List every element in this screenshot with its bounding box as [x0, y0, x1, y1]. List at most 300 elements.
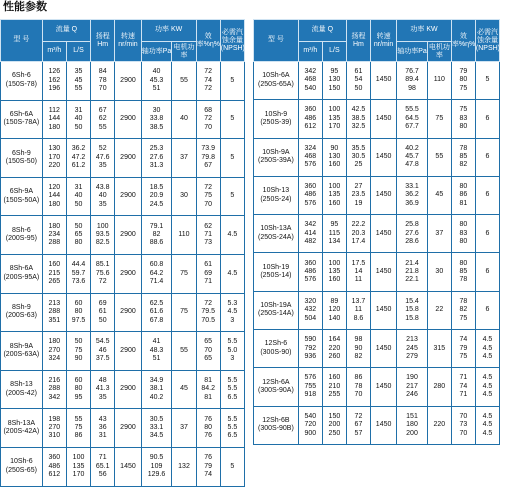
motor-power-cell-value: 40	[180, 115, 188, 123]
flow-ls-cell-value: 35	[74, 68, 83, 76]
flow-ls-cell-value: 260	[328, 352, 341, 360]
table-row	[254, 138, 500, 176]
shaft-power-cell-value: 38.5	[149, 123, 164, 131]
flow-ls-cell	[322, 330, 346, 368]
npsh-cell-value: 6.5	[227, 393, 238, 401]
shaft-power-cell-value: 33.1	[405, 182, 419, 190]
efficiency-cell	[196, 293, 220, 332]
flow-m3h-cell-value: 112	[48, 106, 60, 114]
head-cell-value: 43.8	[95, 183, 110, 191]
npsh-cell	[220, 216, 244, 255]
npsh-cell-value: 4.5	[482, 382, 493, 390]
model-cell-value: (250S-14A)	[258, 310, 294, 318]
flow-m3h-cell	[298, 291, 322, 329]
model-cell	[254, 291, 299, 329]
head-cell-value: 19	[354, 199, 363, 207]
head-cell-value: 52	[98, 145, 107, 153]
speed-cell-value: 1450	[375, 76, 392, 84]
efficiency-cell-value: 84.2	[201, 385, 215, 393]
npsh-cell-value: 6	[485, 153, 490, 161]
efficiency-cell	[451, 291, 475, 329]
model-cell-value: (250S-65)	[5, 466, 37, 474]
table-body-left	[1, 62, 245, 487]
flow-m3h-cell-value: 576	[304, 276, 317, 284]
npsh-cell	[475, 291, 499, 329]
flow-ls-cell-value: 60	[74, 376, 83, 384]
efficiency-cell-value: 74	[204, 470, 213, 478]
npsh-cell-value: 5.0	[227, 346, 238, 354]
npsh-cell-value: 4.5	[482, 429, 493, 437]
head-cell-value: 42.5	[351, 106, 366, 114]
npsh-cell-value: 4.5	[227, 308, 238, 316]
flow-m3h-cell-value: 414	[304, 229, 317, 237]
motor-power-cell-value: 45	[435, 191, 444, 199]
head-cell-value: 13.7	[351, 297, 366, 305]
shaft-power-cell-value: 67.8	[149, 316, 164, 324]
head-cell-value: 32.5	[351, 123, 366, 131]
model-cell-value: (250S-65A)	[258, 80, 294, 88]
flow-m3h-cell-value: 220	[48, 162, 61, 170]
model-cell-value: (250S-39)	[260, 118, 292, 126]
table-row	[254, 176, 500, 214]
efficiency-cell-value: 86	[459, 191, 468, 199]
npsh-cell	[220, 139, 244, 178]
shaft-power-cell-value: 51	[152, 355, 161, 363]
efficiency-cell-value: 83	[459, 114, 468, 122]
motor-power-cell	[172, 177, 196, 216]
motor-power-cell	[427, 330, 451, 368]
model-cell-value: 6Sh-9	[12, 149, 31, 157]
npsh-cell-value: 5.5	[227, 415, 238, 423]
speed-cell	[370, 62, 396, 100]
header-efficiency: 效率%η%	[451, 20, 475, 62]
table-row	[1, 254, 245, 293]
npsh-cell	[475, 406, 499, 444]
shaft-power-cell-value: 31.3	[149, 162, 164, 170]
head-cell-value: 17.4	[351, 238, 366, 246]
flow-m3h-cell	[298, 138, 322, 176]
speed-cell-value: 2900	[120, 423, 136, 431]
flow-m3h-cell-value: 288	[48, 239, 61, 247]
efficiency-cell-value: 71	[204, 230, 213, 238]
motor-power-cell	[427, 368, 451, 406]
head-cell	[91, 216, 115, 255]
head-cell-value: 35	[98, 200, 107, 208]
efficiency-cell-value: 72	[204, 68, 213, 76]
efficiency-cell	[451, 62, 475, 100]
npsh-cell	[220, 293, 244, 332]
speed-cell-value: 1450	[375, 114, 392, 122]
model-cell	[254, 215, 299, 253]
head-cell	[91, 62, 115, 101]
flow-ls-cell-value: 134	[328, 238, 341, 246]
motor-power-cell-value: 55	[180, 76, 188, 84]
head-cell-value: 82	[354, 352, 363, 360]
head-cell-value: 98	[354, 336, 363, 344]
flow-ls-cell-value: 135	[328, 114, 341, 122]
shaft-power-cell	[397, 100, 428, 138]
flow-ls-cell-value: 160	[328, 161, 341, 169]
speed-cell-value: 2900	[120, 346, 136, 354]
table-row	[1, 139, 245, 178]
motor-power-cell	[172, 447, 196, 486]
head-cell-value: 50	[98, 316, 107, 324]
model-cell-value: 10Sh-6A	[262, 72, 290, 80]
table-row	[254, 215, 500, 253]
head-cell-value: 11	[354, 306, 363, 314]
header-model: 型 号	[1, 20, 43, 62]
table-row	[1, 62, 245, 101]
head-cell-value: 54.5	[95, 338, 110, 346]
flow-m3h-cell-value: 126	[48, 68, 61, 76]
flow-m3h-cell-value: 486	[304, 267, 317, 275]
npsh-cell-value: 5.5	[227, 385, 238, 393]
model-cell-value: (250S-14)	[260, 272, 292, 280]
speed-cell	[370, 291, 396, 329]
efficiency-cell-value: 70	[459, 412, 468, 420]
flow-ls-cell	[322, 406, 346, 444]
flow-m3h-cell-value: 576	[304, 199, 317, 207]
flow-ls-cell-value: 135	[328, 191, 341, 199]
speed-cell	[115, 100, 141, 139]
model-cell	[254, 253, 299, 291]
flow-ls-cell	[66, 254, 90, 293]
shaft-power-cell-value: 51	[152, 85, 161, 92]
header-efficiency: 效率%η%	[196, 20, 220, 62]
motor-power-cell	[427, 291, 451, 329]
flow-ls-cell-value: 50	[74, 200, 83, 208]
flow-ls-cell-value: 170	[72, 470, 85, 478]
head-cell-value: 78	[354, 382, 363, 390]
head-cell-value: 67	[354, 421, 363, 429]
table-row	[1, 370, 245, 409]
shaft-power-cell-value: 190	[406, 374, 418, 382]
motor-power-cell-value: 75	[180, 308, 188, 316]
head-cell	[346, 253, 370, 291]
header-flow: 流量 Q	[42, 20, 90, 42]
npsh-cell	[475, 176, 499, 214]
head-cell-value: 14	[354, 267, 363, 275]
model-cell	[254, 138, 299, 176]
efficiency-cell-value: 79	[459, 344, 468, 352]
shaft-power-cell-value: 18.5	[149, 183, 164, 191]
head-cell-value: 62	[98, 115, 107, 123]
flow-ls-cell-value: 50	[74, 222, 83, 230]
flow-ls-cell	[66, 139, 90, 178]
shaft-power-cell	[397, 330, 428, 368]
efficiency-cell-value: 70	[459, 429, 468, 437]
flow-m3h-cell	[42, 447, 66, 486]
head-cell	[91, 409, 115, 448]
flow-ls-cell-value: 45	[74, 76, 83, 84]
flow-m3h-cell-value: 342	[304, 68, 317, 76]
flow-ls-cell-value: 80	[74, 239, 83, 247]
flow-m3h-cell-value: 270	[48, 423, 61, 431]
efficiency-cell-value: 75	[459, 314, 468, 322]
flow-m3h-cell-value: 324	[48, 355, 61, 363]
flow-ls-cell-value: 47.2	[71, 153, 86, 161]
shaft-power-cell-value: 47.8	[405, 161, 419, 169]
flow-m3h-cell	[298, 406, 322, 444]
efficiency-cell	[451, 406, 475, 444]
flow-m3h-cell-value: 180	[48, 338, 61, 346]
motor-power-cell	[172, 216, 196, 255]
table-row	[1, 293, 245, 332]
shaft-power-cell	[397, 368, 428, 406]
npsh-cell-value: 4.5	[482, 374, 493, 382]
head-cell	[91, 100, 115, 139]
head-cell-value: 38.5	[351, 114, 366, 122]
efficiency-cell-value: 70	[204, 346, 213, 354]
shaft-power-cell-value: 34.9	[149, 376, 164, 384]
model-cell-value: 10Sh-9A	[262, 148, 290, 156]
flow-m3h-cell-value: 234	[48, 230, 61, 238]
flow-ls-cell	[322, 176, 346, 214]
speed-cell-value: 2900	[120, 115, 136, 123]
efficiency-cell-value: 78	[459, 297, 468, 305]
model-cell-value: 10Sh-19	[262, 263, 290, 271]
model-cell	[1, 447, 43, 486]
shaft-power-cell-value: 55.5	[405, 106, 419, 114]
motor-power-cell-value: 55	[180, 346, 188, 354]
shaft-power-cell-value: 36.2	[405, 191, 419, 199]
header-motor-power: 电机功率	[172, 42, 196, 62]
npsh-cell-value: 4.5	[482, 412, 493, 420]
speed-cell-value: 2900	[120, 192, 136, 200]
efficiency-cell	[451, 138, 475, 176]
flow-ls-cell-value: 100	[72, 454, 85, 462]
flow-ls-cell-value: 60	[74, 299, 83, 307]
table-row	[1, 100, 245, 139]
flow-m3h-cell-value: 196	[48, 85, 61, 92]
speed-cell	[115, 139, 141, 178]
flow-m3h-cell-value: 265	[48, 277, 61, 285]
page-title: 性能参数	[3, 1, 47, 13]
flow-ls-cell	[322, 138, 346, 176]
speed-cell-value: 1450	[375, 421, 392, 429]
flow-ls-cell	[66, 370, 90, 409]
flow-m3h-cell-value: 486	[304, 191, 317, 199]
shaft-power-cell-value: 21.4	[405, 259, 419, 267]
shaft-power-cell-value: 34.5	[149, 432, 164, 440]
flow-m3h-cell-value: 180	[48, 123, 61, 131]
efficiency-cell	[196, 216, 220, 255]
table-row	[254, 406, 500, 444]
flow-m3h-cell-value: 540	[304, 84, 317, 92]
shaft-power-cell	[141, 370, 172, 409]
model-cell-value: 10Sh-9	[264, 110, 288, 118]
model-cell-value: 10Sh-19A	[260, 302, 292, 310]
efficiency-cell-value: 76	[204, 415, 213, 423]
efficiency-cell-value: 80	[204, 423, 213, 431]
shaft-power-cell	[141, 447, 172, 486]
flow-m3h-cell-value: 576	[304, 161, 317, 169]
npsh-cell-value: 4.5	[482, 421, 493, 429]
model-cell	[254, 62, 299, 100]
flow-m3h-cell-value: 342	[48, 393, 61, 401]
speed-cell	[115, 447, 141, 486]
speed-cell-value: 2900	[120, 269, 136, 277]
efficiency-cell-value: 85	[459, 153, 468, 161]
efficiency-cell	[196, 62, 220, 101]
efficiency-cell	[451, 253, 475, 291]
speed-cell-value: 1450	[375, 191, 392, 199]
flow-m3h-cell-value: 360	[304, 182, 317, 190]
motor-power-cell-value: 30	[180, 192, 188, 200]
flow-m3h-cell-value: 120	[48, 183, 61, 191]
flow-m3h-cell-value: 720	[304, 421, 317, 429]
efficiency-cell-value: 72	[204, 115, 213, 123]
head-cell-value: 65.1	[95, 462, 110, 470]
flow-ls-cell-value: 80	[74, 308, 83, 316]
flow-m3h-cell-value: 792	[304, 344, 317, 352]
npsh-cell-value: 4.5	[482, 352, 493, 360]
performance-table-left	[0, 19, 251, 487]
shaft-power-cell-value: 27.6	[149, 153, 164, 161]
shaft-power-cell-value: 41	[152, 338, 161, 346]
model-cell-value: 6Sh-6A	[9, 110, 34, 118]
header-power: 功率 KW	[141, 20, 196, 42]
shaft-power-cell-value: 30.5	[149, 415, 164, 423]
flow-m3h-cell-value: 170	[48, 153, 61, 161]
flow-ls-cell-value: 150	[328, 84, 341, 92]
efficiency-cell-value: 67	[204, 162, 213, 170]
npsh-cell	[220, 447, 244, 486]
efficiency-cell-value: 80	[459, 238, 468, 246]
table-row	[254, 368, 500, 406]
flow-ls-cell-value: 164	[328, 336, 341, 344]
head-cell	[91, 332, 115, 371]
shaft-power-cell-value: 61.6	[149, 308, 164, 316]
shaft-power-cell-value: 279	[406, 352, 418, 360]
shaft-power-cell	[397, 406, 428, 444]
model-cell-value: (150S-78)	[5, 80, 37, 88]
npsh-cell	[475, 253, 499, 291]
head-cell-value: 72	[354, 412, 363, 420]
npsh-cell	[220, 370, 244, 409]
head-cell-value: 23.5	[351, 191, 366, 199]
flow-m3h-cell-value: 162	[48, 76, 61, 84]
flow-ls-cell	[66, 293, 90, 332]
efficiency-cell-value: 80	[459, 76, 468, 84]
motor-power-cell-value: 110	[433, 76, 445, 84]
efficiency-cell-value: 73.9	[201, 145, 215, 153]
shaft-power-cell-value: 64.5	[405, 114, 419, 122]
efficiency-cell-value: 74	[459, 382, 468, 390]
flow-ls-cell-value: 36.2	[71, 145, 86, 153]
header-model: 型 号	[254, 20, 299, 62]
model-cell-value: 8Sh-6	[12, 226, 31, 234]
model-cell-value: 10Sh-6	[10, 458, 33, 466]
motor-power-cell	[172, 332, 196, 371]
npsh-cell-value: 5	[230, 462, 235, 470]
flow-ls-cell-value: 86	[74, 432, 83, 440]
efficiency-cell-value: 79.5	[201, 308, 215, 316]
efficiency-cell-value: 70	[204, 123, 213, 131]
head-cell	[91, 254, 115, 293]
flow-m3h-cell-value: 320	[304, 297, 317, 305]
motor-power-cell-value: 37	[435, 229, 444, 237]
head-cell-value: 30.5	[351, 153, 366, 161]
motor-power-cell	[172, 293, 196, 332]
efficiency-cell-value: 73	[204, 239, 213, 247]
table-row	[254, 291, 500, 329]
speed-cell	[115, 177, 141, 216]
efficiency-cell	[196, 332, 220, 371]
efficiency-cell-value: 69	[204, 269, 213, 277]
head-cell-value: 31	[98, 432, 107, 440]
efficiency-cell-value: 74	[204, 76, 213, 84]
shaft-power-cell	[397, 253, 428, 291]
efficiency-cell-value: 80	[459, 123, 468, 131]
table-row	[1, 409, 245, 448]
speed-cell	[115, 409, 141, 448]
flow-ls-cell-value: 210	[328, 382, 341, 390]
npsh-cell-value: 5.5	[227, 376, 238, 384]
flow-m3h-cell-value: 482	[304, 238, 317, 246]
flow-m3h-cell	[298, 62, 322, 100]
head-cell-value: 69	[98, 299, 107, 307]
efficiency-cell-value: 75	[459, 352, 468, 360]
flow-ls-cell-value: 130	[328, 153, 341, 161]
flow-m3h-cell	[42, 332, 66, 371]
head-cell-value: 67	[98, 106, 107, 114]
shaft-power-cell-value: 40.2	[405, 144, 419, 152]
npsh-cell-value: 6	[485, 306, 490, 314]
flow-m3h-cell-value: 540	[304, 412, 317, 420]
model-cell-value: 6Sh-9A	[9, 188, 34, 196]
motor-power-cell	[172, 62, 196, 101]
flow-ls-cell	[322, 368, 346, 406]
efficiency-cell-value: 81	[204, 376, 213, 384]
shaft-power-cell-value: 109	[150, 462, 163, 470]
flow-m3h-cell-value: 216	[48, 376, 61, 384]
flow-ls-cell-value: 160	[328, 276, 341, 284]
head-cell-value: 85.1	[95, 261, 110, 269]
head-cell-value: 61	[354, 68, 363, 76]
speed-cell-value: 1450	[375, 306, 392, 314]
flow-m3h-cell-value: 468	[304, 153, 317, 161]
shaft-power-cell	[141, 177, 172, 216]
speed-cell-value: 1450	[120, 462, 136, 470]
npsh-cell-value: 5.5	[227, 423, 238, 431]
shaft-power-cell	[141, 139, 172, 178]
head-cell-value: 86	[354, 374, 363, 382]
table-row	[254, 100, 500, 138]
flow-ls-cell	[66, 216, 90, 255]
head-cell-value: 78	[98, 76, 107, 84]
header-flow-m3h: m³/h	[298, 42, 322, 62]
efficiency-cell-value: 82	[459, 306, 468, 314]
flow-ls-cell	[322, 62, 346, 100]
flow-ls-cell-value: 31	[74, 183, 83, 191]
flow-ls-cell	[66, 62, 90, 101]
shaft-power-cell-value: 213	[406, 336, 418, 344]
flow-ls-cell-value: 220	[328, 344, 341, 352]
performance-table-right	[253, 19, 506, 445]
head-cell-value: 20.3	[351, 229, 366, 237]
flow-ls-cell-value: 200	[328, 421, 341, 429]
npsh-cell	[220, 254, 244, 293]
model-cell	[254, 368, 299, 406]
head-cell	[346, 368, 370, 406]
flow-m3h-cell	[42, 216, 66, 255]
npsh-cell	[220, 62, 244, 101]
head-cell-value: 40	[98, 192, 107, 200]
header-flow-m3h: m³/h	[42, 42, 66, 62]
flow-ls-cell-value: 55	[74, 415, 83, 423]
flow-ls-cell-value: 100	[328, 106, 341, 114]
